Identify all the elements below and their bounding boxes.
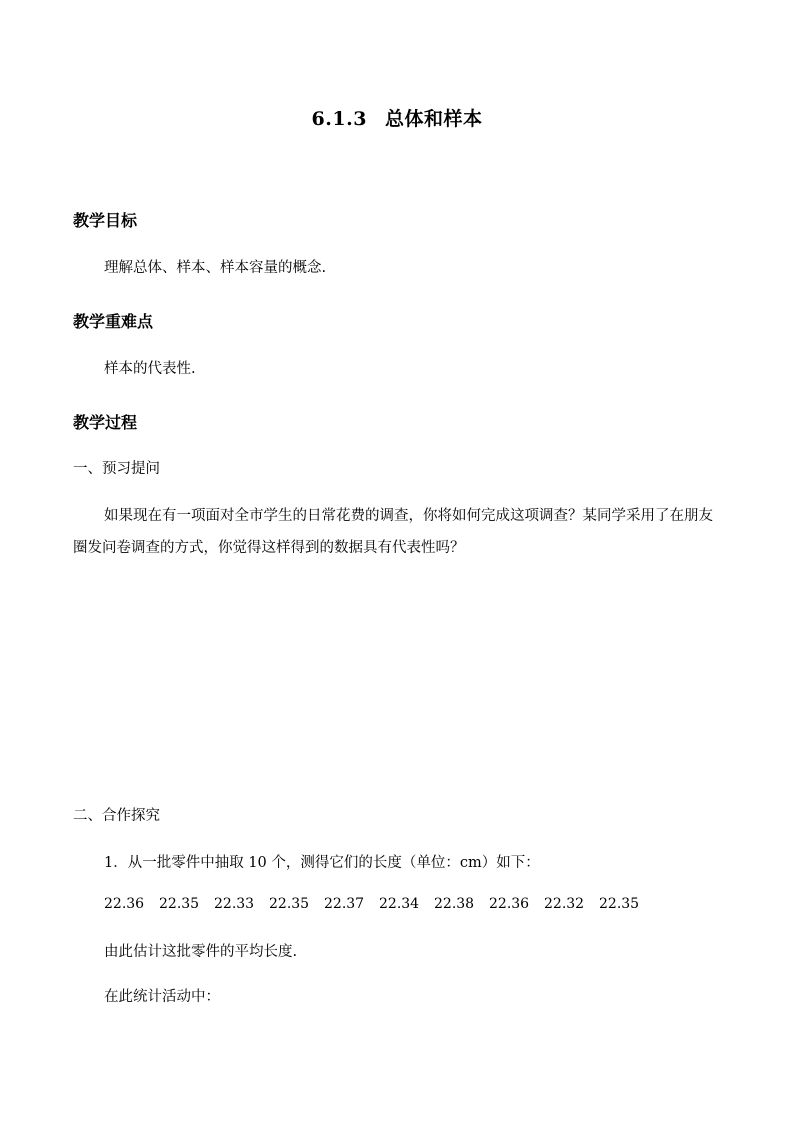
part2-heading: 二、合作探究 (73, 808, 160, 824)
section-number: 6.1.3 (311, 108, 367, 130)
measurement-data-row (104, 896, 654, 912)
data-value: 22.35 (159, 896, 200, 912)
part1-paragraph: 如果现在有一项面对全市学生的日常花费的调查，你将如何完成这项调查？某同学采用了在朋友圈发问卷调查的方式，你觉得这样得到的数据具有代表性吗？ (73, 508, 713, 556)
data-value: 22.36 (104, 896, 145, 912)
heading-teaching-process: 教学过程 (73, 413, 138, 432)
part2-item1: 1．从一批零件中抽取 10 个，测得它们的长度（单位：cm）如下： (104, 855, 540, 871)
section-title: 总体和样本 (384, 108, 483, 130)
teaching-goal-text: 理解总体、样本、样本容量的概念. (104, 260, 327, 276)
data-value: 22.37 (324, 896, 365, 912)
data-value: 22.35 (269, 896, 310, 912)
data-value: 22.38 (434, 896, 475, 912)
data-value: 22.34 (379, 896, 420, 912)
key-points-text: 样本的代表性. (104, 361, 196, 377)
heading-teaching-goal: 教学目标 (73, 211, 138, 230)
data-value: 22.33 (214, 896, 255, 912)
heading-key-points: 教学重难点 (73, 312, 154, 331)
data-value: 22.35 (599, 896, 640, 912)
part2-line3: 在此统计活动中： (104, 989, 220, 1005)
data-value: 22.36 (489, 896, 530, 912)
part1-heading: 一、预习提问 (73, 461, 160, 477)
part2-line2: 由此估计这批零件的平均长度. (104, 944, 298, 960)
page-title (0, 104, 794, 131)
data-value: 22.32 (544, 896, 585, 912)
